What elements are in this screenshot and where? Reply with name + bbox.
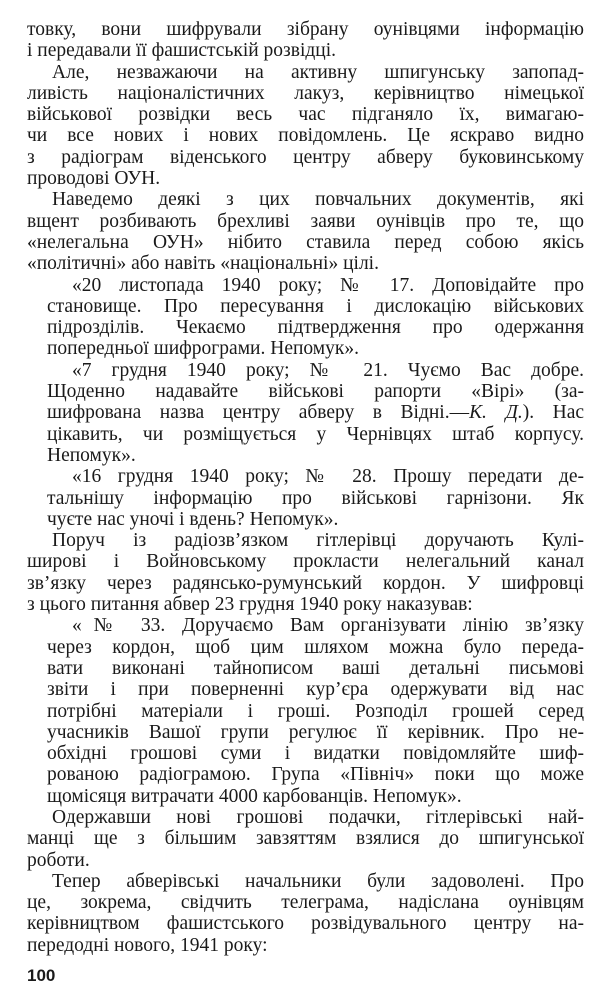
text-line: «нелегальна ОУН» нібито ставила перед собою якісь: [27, 231, 584, 253]
text-line: керівництвом фашистського розвідувального центру на-: [27, 913, 584, 935]
paragraph: [27, 189, 584, 274]
paragraph: [27, 19, 584, 62]
text-segment: ). Нас: [522, 402, 585, 424]
text-line: «7 грудня 1940 року; № 21. Чуємо Вас добре.: [72, 359, 584, 381]
text-line: Тепер абверівські начальники були задоволені. Про: [52, 870, 584, 892]
paragraph: [27, 530, 584, 615]
text-line: зв’язку через радянсько-румунський кордон. У шифровці: [27, 572, 584, 594]
text-line: чуєте нас уночі і вдень? Непомук».: [47, 508, 339, 530]
text-line: щомісяця витрачати 4000 карбованців. Непомук».: [47, 785, 462, 807]
text-line: Поруч із радіозв’язком гітлерівці доручають Кулі-: [52, 530, 584, 552]
text-line: рованою радіограмою. Група «Північ» поки що може: [47, 764, 584, 786]
text-line: ливість націоналістичних лакуз, керівництво німецької: [27, 82, 584, 104]
text-line: Одержавши нові грошові подачки, гітлерівські най-: [52, 806, 584, 828]
quoted-radiogram: [47, 615, 584, 807]
text-line: з радіограм віденського центру абверу буковинському: [27, 146, 584, 168]
italic-initials: К. Д.: [469, 402, 523, 424]
text-line: вщент розбивають брехливі заяви оунівців про те, що: [27, 210, 584, 232]
text-line: «20 листопада 1940 року; № 17. Доповідайте про: [72, 274, 584, 296]
text-line: вати виконані тайнописом ваші детальні письмові: [47, 657, 584, 679]
text-line: потрібні матеріали і гроші. Розподіл грошей серед: [47, 700, 584, 722]
text-line: Наведемо деякі з цих повчальних документів, які: [52, 189, 584, 211]
text-line: широві і Войновському прокласти нелегальний канал: [27, 551, 584, 573]
text-line: Непомук».: [47, 444, 136, 466]
text-line: Але, незважаючи на активну шпигунську запопад-: [52, 61, 584, 83]
text-line: проводові ОУН.: [27, 168, 161, 190]
quoted-radiogram: [47, 466, 584, 530]
text-line: Щоденно надавайте військові рапорти «Вірі» (за-: [47, 381, 584, 403]
text-line: чи все нових і нових повідомлень. Це яскраво видно: [27, 125, 584, 147]
text-line: роботи.: [27, 849, 90, 871]
paragraph: [27, 807, 584, 871]
text-line: [47, 402, 584, 423]
quoted-radiogram: [47, 360, 584, 466]
text-line: підрозділів. Чекаємо підтвердження про одержання: [47, 317, 584, 339]
text-line: передодні нового, 1941 року:: [27, 934, 268, 956]
text-line: «16 грудня 1940 року; № 28. Прошу передати де-: [72, 466, 584, 488]
text-line: «№ 33. Доручаємо Вам організувати лінію зв’язку: [72, 615, 584, 637]
text-line: «політичні» або навіть «національні» цілі.: [27, 253, 379, 275]
text-line: учасників Вашої групи регулює її керівник. Про не-: [47, 721, 584, 743]
text-line: звіти і при поверненні кур’єра одержувати від нас: [47, 679, 584, 701]
text-line: цікавить, чи розміщується у Чернівцях штаб корпусу.: [47, 423, 584, 445]
text-line: з цього питання абвер 23 грудня 1940 року наказував:: [27, 594, 473, 616]
text-line: обхідні грошові суми і видатки повідомляйте шиф-: [47, 743, 584, 765]
text-line: і передавали її фашистській розвідці.: [27, 40, 337, 62]
paragraph: [27, 62, 584, 190]
text-line: тальнішу інформацію про військові гарнізони. Як: [47, 487, 584, 509]
quoted-radiogram: [47, 275, 584, 360]
text-line: товку, вони шифрували зібрану оунівцями інформацію: [27, 19, 584, 40]
page-text: [27, 19, 584, 956]
text-line: становище. Про пересування і дислокацію військових: [47, 295, 584, 317]
text-segment: шифрована назва центру абверу в Відні.—: [47, 402, 470, 424]
text-line: попередньої шифрограми. Непомук».: [47, 338, 359, 360]
text-line: через кордон, щоб цим шляхом можна було переда-: [47, 636, 584, 658]
text-line: військової розвідки весь час підганяло їх, вимагаю-: [27, 104, 584, 126]
paragraph: [27, 871, 584, 956]
page-number: 100: [27, 966, 56, 985]
text-line: це, зокрема, свідчить телеграма, надіслана оунівцям: [27, 892, 584, 914]
text-line: манці ще з більшим завзяттям взялися до шпигунської: [27, 828, 584, 850]
